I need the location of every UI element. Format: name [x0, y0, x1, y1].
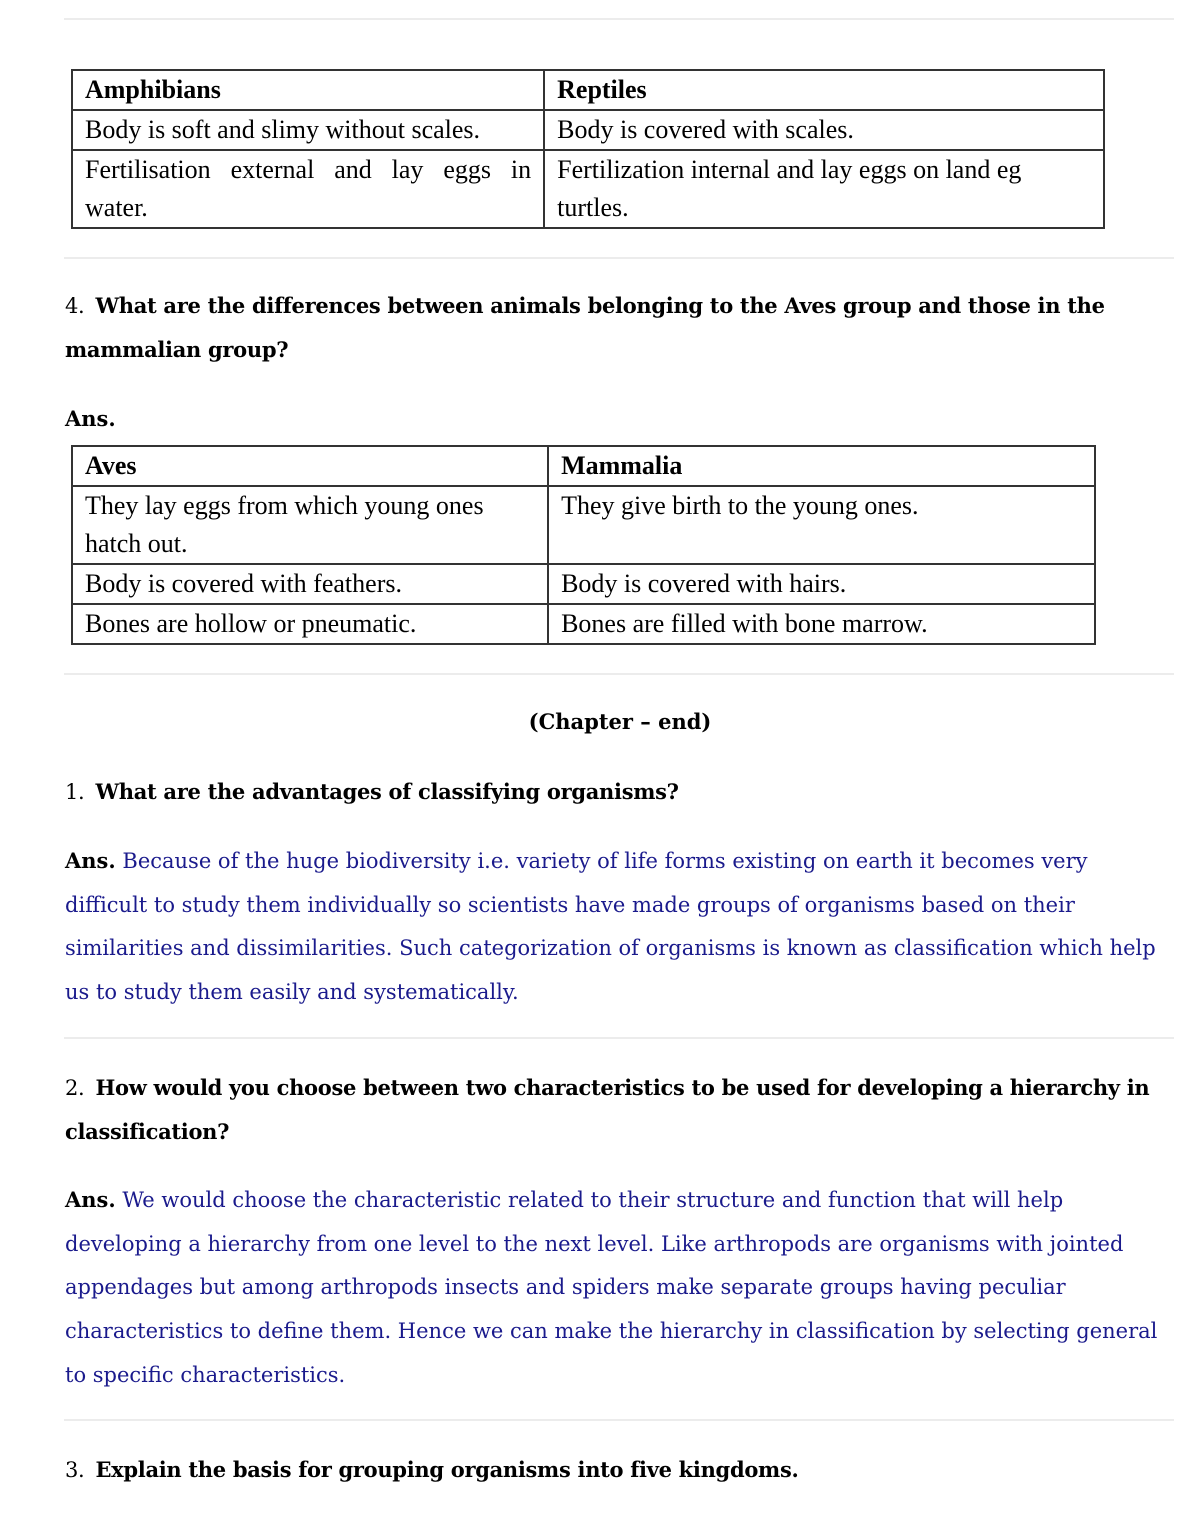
table-cell: Fertilization internal and lay eggs on land eg turtles. [544, 150, 1104, 228]
table-row [72, 604, 1095, 644]
divider [64, 673, 1174, 675]
answer-c1 [65, 839, 1170, 1015]
question-text: Explain the basis for grouping organisms into five kingdoms. [95, 1457, 799, 1482]
table-header-cell: Aves [72, 446, 548, 486]
amphibians-reptiles-table [71, 69, 1105, 229]
question-c2 [65, 1066, 1165, 1154]
table-header-row [72, 70, 1104, 110]
answer-label: Ans. [65, 1187, 116, 1212]
divider [64, 257, 1174, 259]
question-text: What are the advantages of classifying organisms? [95, 779, 679, 804]
table-cell: Body is covered with hairs. [548, 564, 1095, 604]
answer-label: Ans. [65, 406, 116, 431]
aves-mammalia-table [71, 445, 1096, 645]
question-text: What are the differences between animals belonging to the Aves group and those in the mammalian group? [65, 293, 1105, 362]
table-header-row [72, 446, 1095, 486]
question-number: 4. [65, 294, 85, 318]
table-cell: They lay eggs from which young ones hatch out. [72, 486, 548, 564]
answer-c2 [65, 1178, 1170, 1398]
answer-text: We would choose the characteristic related to their structure and function that will help developing a hierarchy from one level to the next level. Like arthropods are organisms with jointed appendages but among arthropods insects and spiders make separate groups having peculiar characteristics to define them. Hence we can make the hierarchy in classification by selecting general to specific characteristics. [65, 1188, 1158, 1387]
table-header-cell: Reptiles [544, 70, 1104, 110]
table-row [72, 110, 1104, 150]
question-text: How would you choose between two characteristics to be used for developing a hierarchy in classification? [65, 1075, 1150, 1144]
table-cell: Bones are filled with bone marrow. [548, 604, 1095, 644]
table-row [72, 150, 1104, 228]
table-cell: Bones are hollow or pneumatic. [72, 604, 548, 644]
table-cell: Body is soft and slimy without scales. [72, 110, 544, 150]
divider [64, 1037, 1174, 1039]
table-cell: Body is covered with feathers. [72, 564, 548, 604]
table-cell: They give birth to the young ones. [548, 486, 1095, 564]
table-header-cell: Mammalia [548, 446, 1095, 486]
question-c1 [65, 770, 1165, 814]
question-number: 1. [65, 780, 85, 804]
table-row [72, 486, 1095, 564]
divider [64, 1419, 1174, 1421]
table-cell: Body is covered with scales. [544, 110, 1104, 150]
answer-text: Because of the huge biodiversity i.e. variety of life forms existing on earth it becomes very difficult to study them individually so scientists have made groups of organisms based on their similarities and dissimilarities. Such categorization of organisms is known as classification which help us to study them easily and systematically. [65, 849, 1156, 1005]
chapter-end-heading: (Chapter – end) [528, 709, 712, 734]
table-header-cell: Amphibians [72, 70, 544, 110]
question-number: 3. [65, 1458, 85, 1482]
question-c3 [65, 1448, 1165, 1492]
question-number: 2. [65, 1076, 85, 1100]
question-4 [65, 284, 1165, 372]
table-row [72, 564, 1095, 604]
divider [64, 18, 1174, 20]
answer-label: Ans. [65, 848, 116, 873]
table-cell: Fertilisation external and lay eggs in water. [72, 150, 544, 228]
